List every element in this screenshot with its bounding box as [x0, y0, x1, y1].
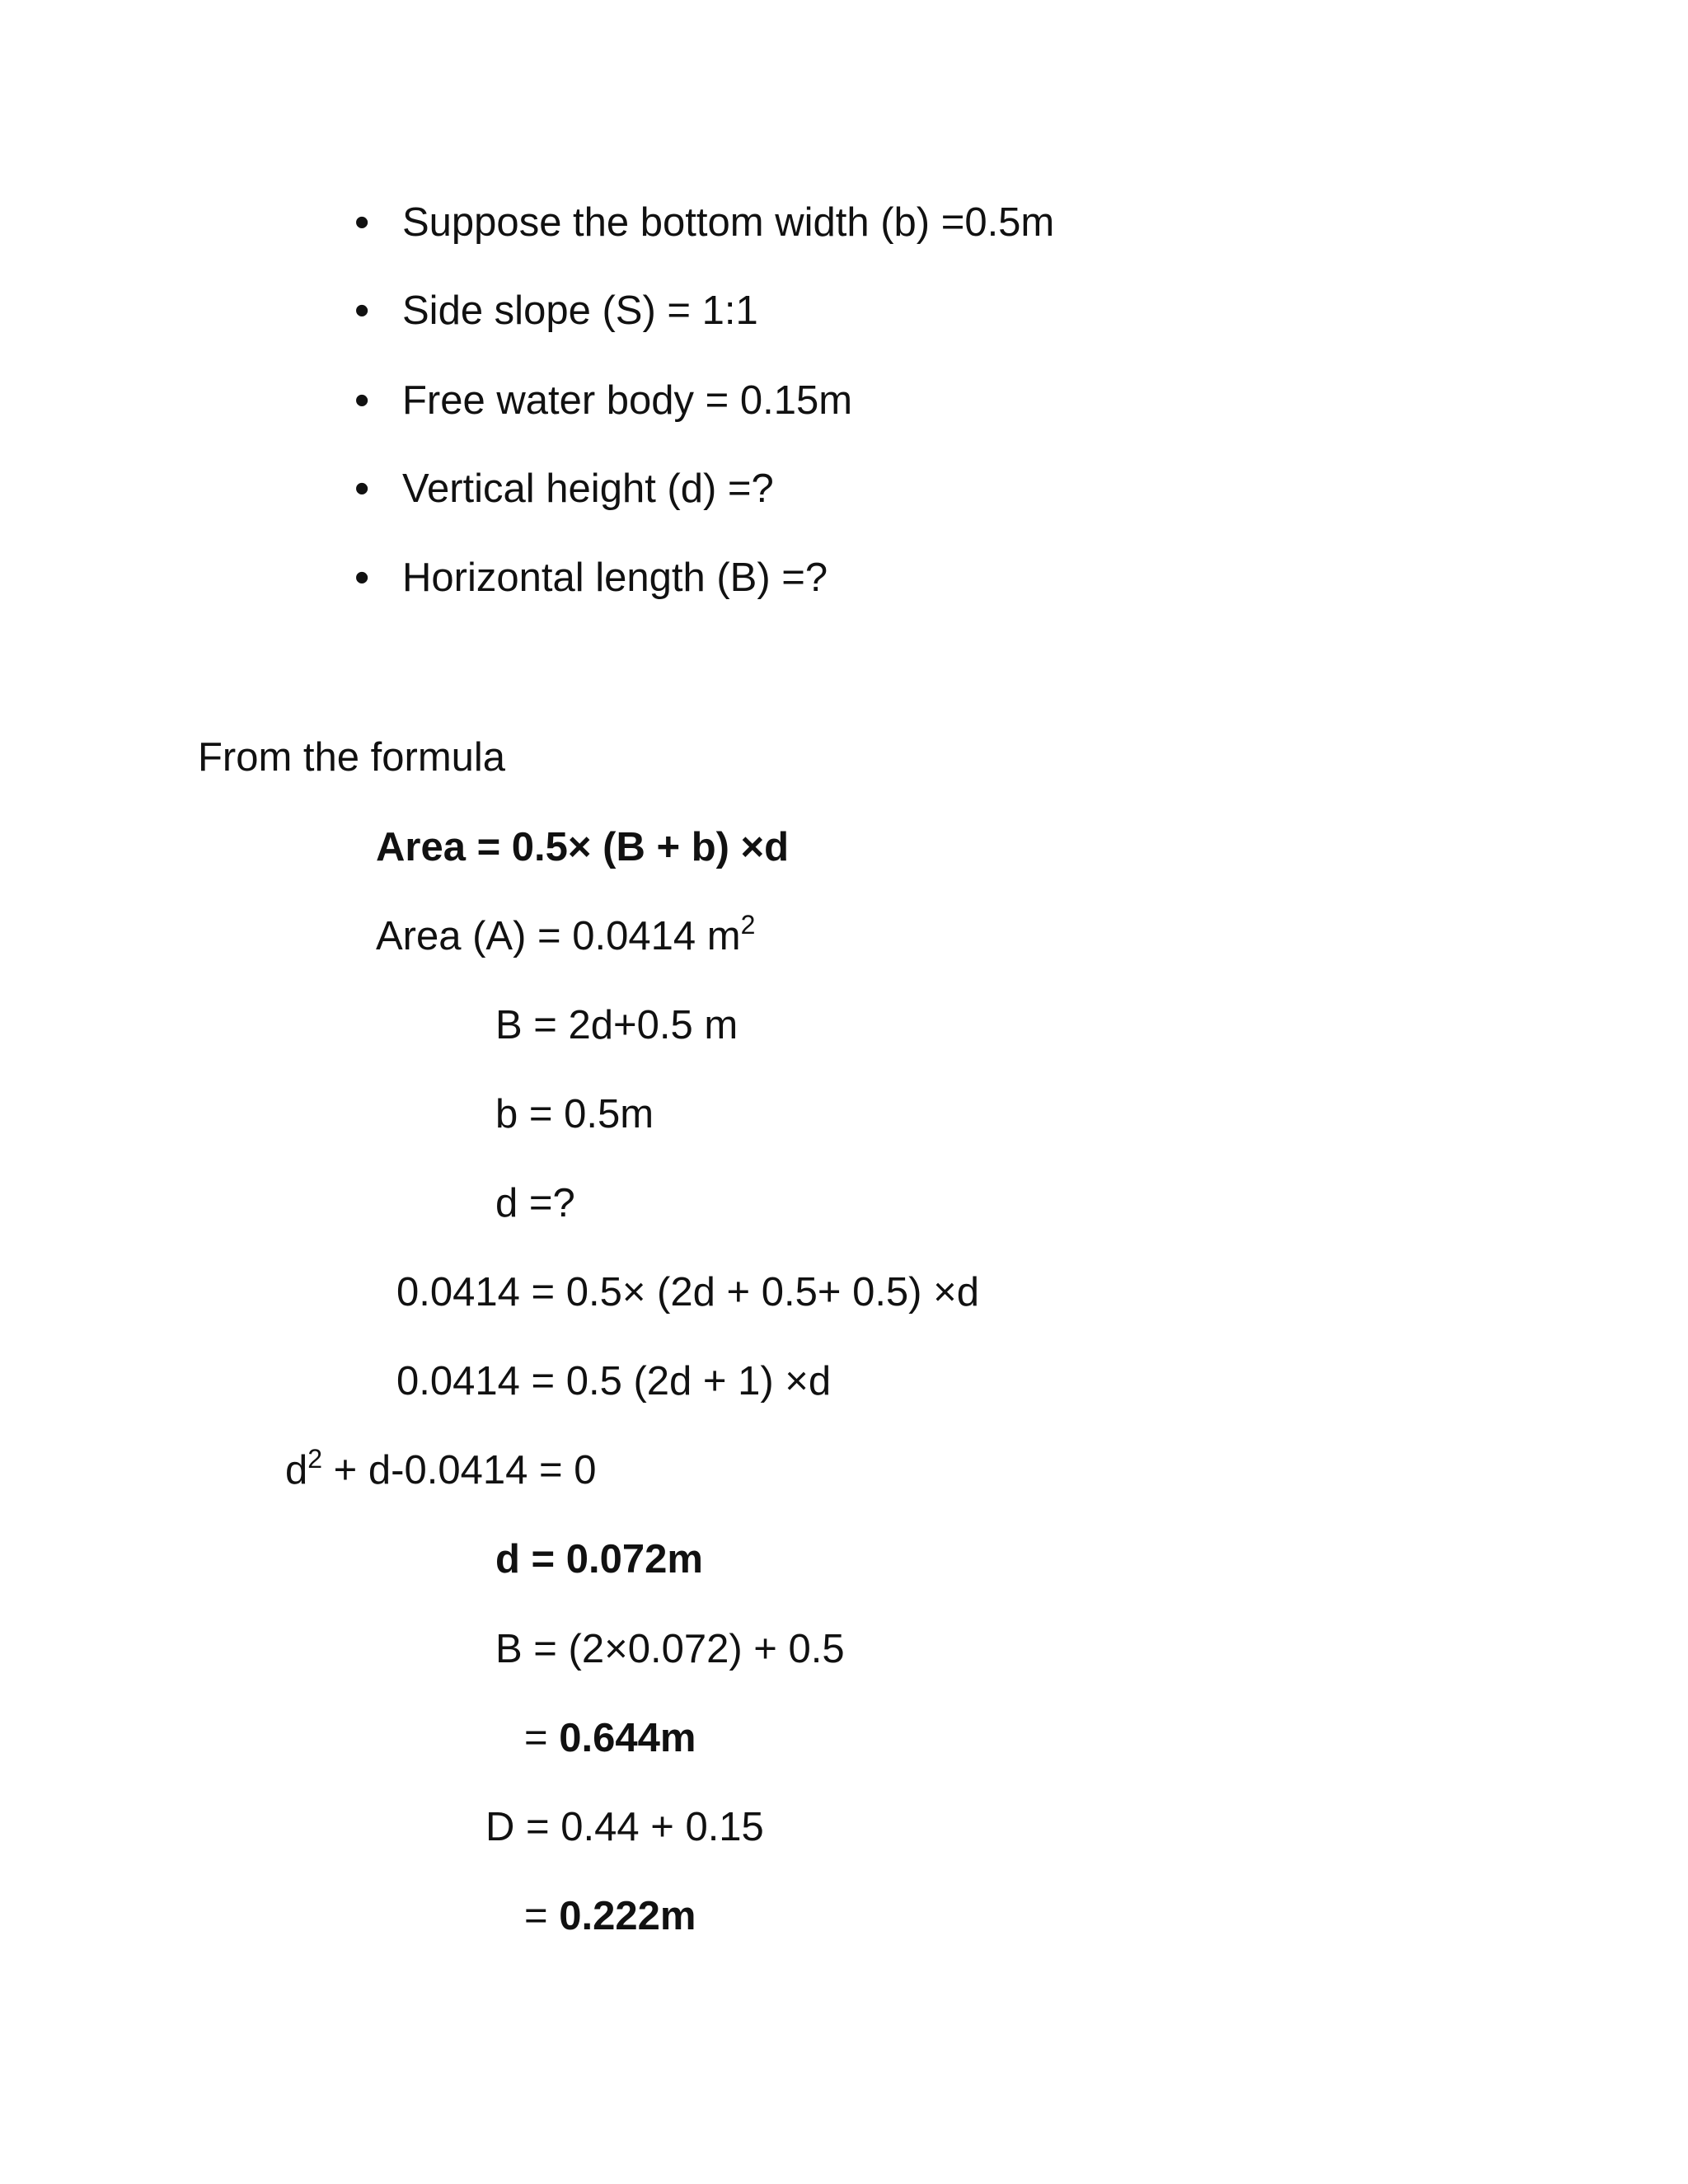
quadratic-rest: + d-0.0414 = 0 — [322, 1448, 597, 1493]
area-formula: Area = 0.5× (B + b) ×d — [376, 825, 790, 869]
bullet-marker: • — [354, 199, 370, 246]
D-result — [524, 1891, 696, 1941]
bullet-text: Side slope (S) = 1:1 — [402, 288, 758, 333]
quadratic-equation — [285, 1443, 597, 1495]
bullet-marker: • — [354, 377, 370, 424]
equation-simplified: 0.0414 = 0.5 (2d + 1) ×d — [396, 1359, 832, 1404]
D-result-equals: = — [524, 1894, 560, 1938]
bullet-marker: • — [354, 554, 370, 602]
bullet-marker: • — [354, 465, 370, 513]
b-definition: b = 0.5m — [495, 1092, 654, 1137]
intro-text: From the formula — [198, 735, 506, 780]
d-result: d = 0.072m — [495, 1537, 703, 1582]
B-result — [524, 1713, 696, 1763]
bullet-text: Vertical height (d) =? — [402, 466, 774, 511]
d-definition: d =? — [495, 1181, 575, 1226]
B-result-value: 0.644m — [559, 1716, 696, 1760]
D-result-value: 0.222m — [559, 1894, 696, 1938]
B-result-equals: = — [524, 1716, 560, 1760]
area-unit-exponent: 2 — [740, 909, 756, 940]
quadratic-exponent: 2 — [307, 1443, 323, 1474]
area-value-text: Area (A) = 0.0414 m — [376, 914, 741, 958]
bullet-text: Horizontal length (B) =? — [402, 555, 828, 600]
area-value — [376, 909, 756, 961]
equation-substitution: 0.0414 = 0.5× (2d + 0.5+ 0.5) ×d — [396, 1270, 979, 1315]
bullet-text: Free water body = 0.15m — [402, 378, 853, 423]
B-calculation: B = (2×0.072) + 0.5 — [495, 1627, 845, 1671]
B-definition: B = 2d+0.5 m — [495, 1003, 738, 1047]
quadratic-variable: d — [285, 1448, 308, 1493]
bullet-text: Suppose the bottom width (b) =0.5m — [402, 200, 1055, 245]
D-calculation: D = 0.44 + 0.15 — [485, 1805, 764, 1849]
bullet-marker: • — [354, 287, 370, 335]
